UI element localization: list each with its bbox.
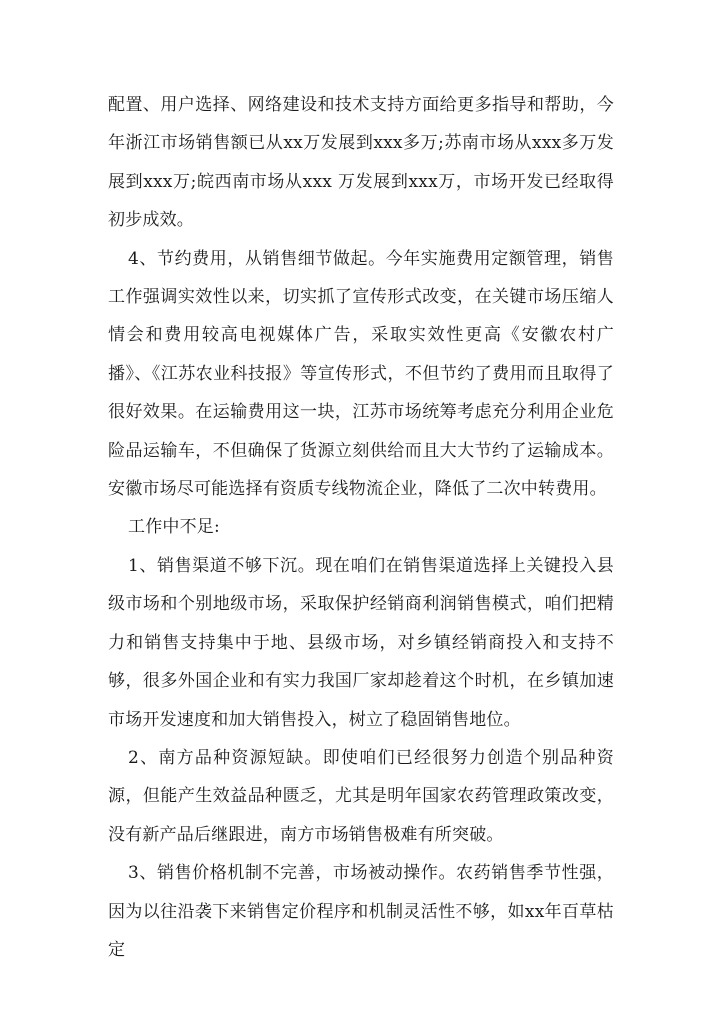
paragraph-cost-saving: 4、节约费用，从销售细节做起。今年实施费用定额管理，销售工作强调实效性以来，切实抓了宣传形式改变，在关键市场压缩人情会和费用较高电视媒体广告，采取实效性更高《安徽农村广播》、《江苏农业科技报》等宣传形式，不但节约了费用而且取得了很好效果。在运输费用这一块，江苏市场统筹考虑充分利用企业危险品运输车，不但确保了货源立刻供给而且大大节约了运输成本。安徽市场尽可能选择有资质专线物流企业，降低了二次中转费用。 [108,248,614,500]
paragraph-market-results: 配置、用户选择、网络建设和技术支持方面给更多指导和帮助，今年浙江市场销售额已从xx万发展到xxx多万;苏南市场从xxx多万发展到xxx万;皖西南市场从xxx 万发展到xxx万，市场开发已经取得初步成效。 [108,95,614,231]
document-body [108,86,614,969]
paragraph-sales-channel: 1、销售渠道不够下沉。现在咱们在销售渠道选择上关键投入县级市场和个别地级市场，采取保护经销商利润销售模式，咱们把精力和销售支持集中于地、县级市场，对乡镇经销商投入和支持不够，很多外国企业和有实力我国厂家却趁着这个时机，在乡镇加速市场开发速度和加大销售投入，树立了稳固销售地位。 [108,555,614,730]
paragraph-product-shortage: 2、南方品种资源短缺。即使咱们已经很努力创造个别品种资源，但能产生效益品种匮乏，尤其是明年国家农药管理政策改变，没有新产品后继跟进，南方市场销售极难有所突破。 [108,747,614,845]
paragraph-pricing-mechanism: 3、销售价格机制不完善，市场被动操作。农药销售季节性强，因为以往沿袭下来销售定价程序和机制灵活性不够，如xx年百草枯定 [108,863,614,960]
section-heading-shortcomings: 工作中不足: [128,517,220,538]
